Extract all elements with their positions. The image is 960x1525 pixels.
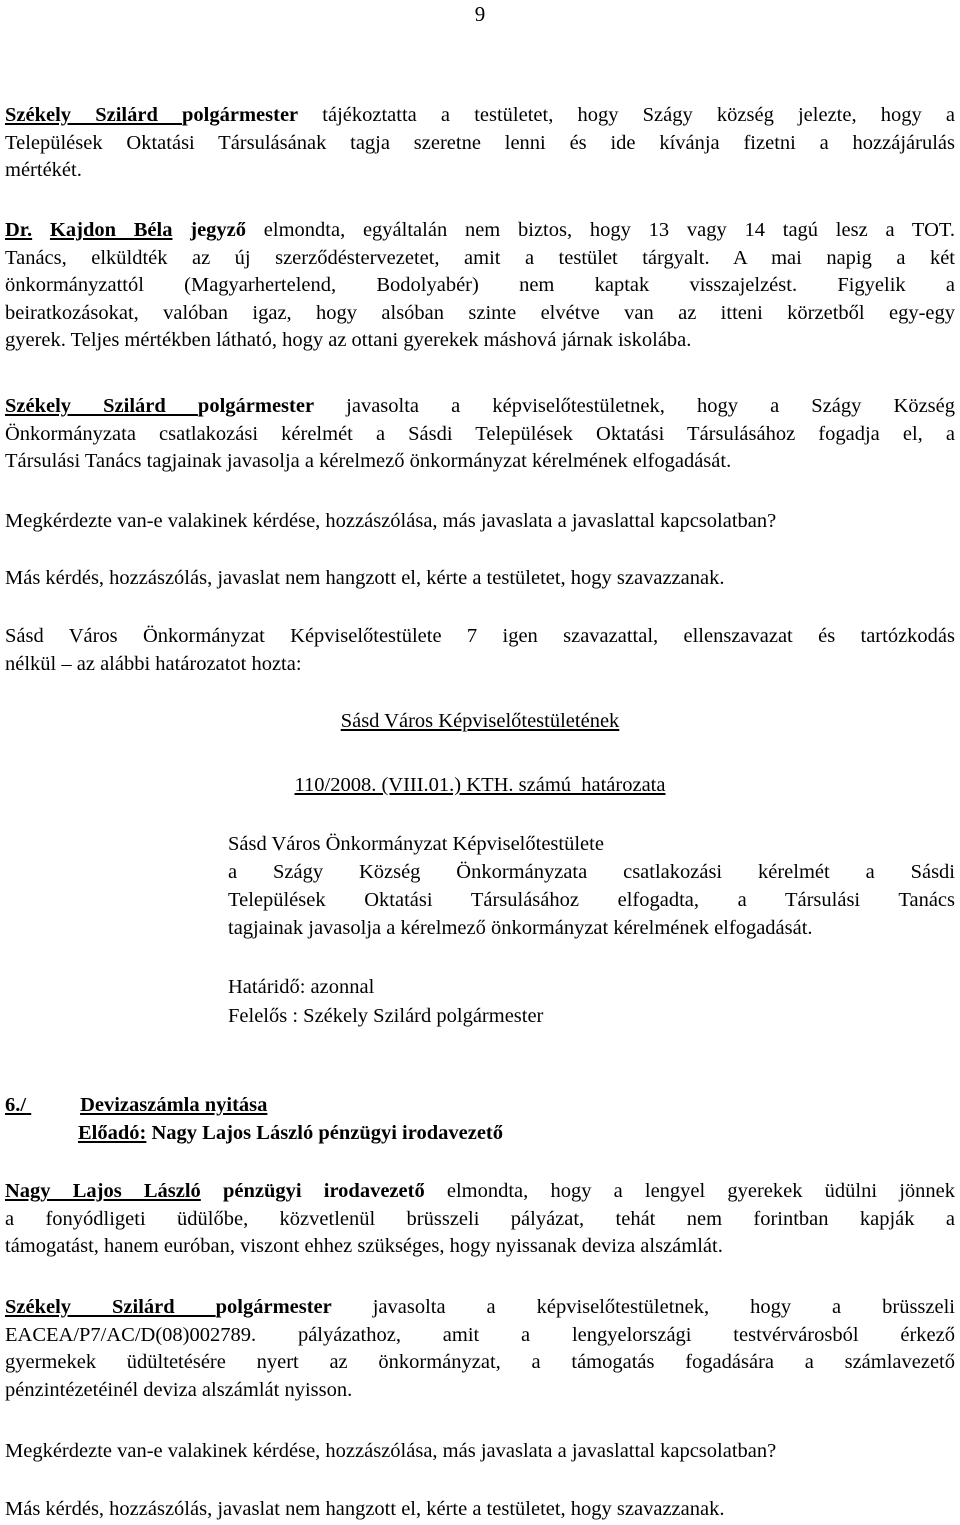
speaker-name: Nagy Lajos László [5, 1180, 201, 1202]
speaker-role: polgármester [215, 1296, 332, 1318]
paragraph-finance-statement [5, 1178, 955, 1261]
text-line: Sásd Város Önkormányzat Képviselőtestülete [228, 833, 604, 855]
paragraph-question-2 [5, 1438, 955, 1466]
speaker-role: polgármester [182, 104, 299, 126]
text-line: Más kérdés, hozzászólás, javaslat nem hangzott el, kérte a testületet, hogy szavazzanak. [5, 567, 725, 589]
text-line: tagjainak javasolja a kérelmező önkormányzat kérelmének elfogadását. [228, 917, 813, 939]
notary-role: jegyző [190, 219, 247, 241]
paragraph-question [5, 508, 955, 536]
paragraph-no-comments [5, 565, 955, 593]
text-line: pénzintézetéinél deviza alszámlát nyisson. [5, 1378, 353, 1401]
text-line: tájékoztatta a testületet, hogy Szágy község jelezte, hogy a [298, 104, 956, 126]
speaker-role: polgármester [197, 395, 315, 417]
text-line: gyerek. Teljes mértékben látható, hogy az ottani gyerekek máshová járnak iskolába. [5, 329, 692, 352]
text-line: Tanács, elküldték az új szerződéstervezetet, amit a testület tárgyalt. A mai napig a két [5, 246, 955, 269]
text-line: Megkérdezte van-e valakinek kérdése, hozzászólása, más javaslata a javaslattal kapcsolatban? [5, 510, 777, 532]
text-line: önkormányzattól (Magyarhertelend, Bodolyabér) nem kaptak visszajelzést. Figyelik a [5, 274, 955, 297]
text-line: elmondta, egyáltalán nem biztos, hogy 13 vagy 14 tagú lesz a TOT. [246, 219, 956, 241]
text-line: Más kérdés, hozzászólás, javaslat nem hangzott el, kérte a testületet, hogy szavazzanak. [5, 1498, 725, 1520]
text-line: támogatást, hanem euróban, viszont ehhez szükséges, hogy nyissanak deviza alszámlát. [5, 1235, 723, 1258]
text-line: gyermekek üdültetésére nyert az önkormányzat, a támogatás fogadására a számlavezető [5, 1351, 955, 1374]
resolution-body-title [0, 707, 960, 735]
text-line: mértékét. [5, 159, 82, 182]
text-line: Megkérdezte van-e valakinek kérdése, hozzászólása, más javaslata a javaslattal kapcsolatban? [5, 1440, 777, 1462]
text-line: elmondta, hogy a lengyel gyerekek üdülni jönnek [424, 1180, 956, 1202]
resolution-responsible [228, 1002, 955, 1030]
paragraph-mayor-proposal [5, 393, 955, 476]
text-line: a Szágy Község Önkormányzata csatlakozási kérelmét a Sásdi [228, 861, 955, 883]
section-number: 6./ [5, 1094, 27, 1116]
paragraph-mayor-account-proposal [5, 1294, 955, 1404]
text-line: javasolta a képviselőtestületnek, hogy a brüsszeli [331, 1296, 955, 1318]
paragraph-notary-statement [5, 217, 955, 355]
speaker-name: Székely Szilárd [5, 104, 183, 126]
page-number: 9 [474, 2, 486, 26]
resolution-body-title-text: Sásd Város Képviselőtestületének [340, 710, 620, 732]
paragraph-szagy-report [5, 102, 955, 185]
responsible-text: Felelős : Székely Szilárd polgármester [228, 1005, 544, 1027]
paragraph-vote-result [5, 623, 955, 678]
resolution-number-text: 110/2008. (VIII.01.) KTH. számú határozata [294, 774, 666, 796]
text-line: Társulási Tanács tagjainak javasolja a kérelmező önkormányzat kérelmének elfogadását. [5, 450, 732, 473]
deadline-text: Határidő: azonnal [228, 976, 375, 998]
notary-name: Kajdon Béla [49, 219, 173, 241]
text-line: Települések Oktatási Társulásának tagja szeretne lenni és ide kívánja fizetni a hozzájárulás [5, 131, 955, 154]
resolution-text [228, 830, 955, 942]
text-line: beiratkozásokat, valóban igaz, hogy alsóban szinte elvétve van az itteni körzetből egy-egy [5, 301, 955, 324]
title-dr: Dr. [5, 219, 33, 241]
text-line: a fonyódligeti üdülőbe, közvetlenül brüsszeli pályázat, tehát nem forintban kapják a [5, 1207, 955, 1230]
presenter-label: Előadó: [78, 1121, 147, 1144]
text-line: Önkormányzata csatlakozási kérelmét a Sásdi Települések Oktatási Társulásához fogadja el, a [5, 422, 955, 445]
section-gap [26, 1092, 80, 1120]
text-line: javasolta a képviselőtestületnek, hogy a Szágy Község [314, 395, 955, 417]
text-line: Települések Oktatási Társulásához elfogadta, a Társulási Tanács [228, 889, 955, 911]
section-title: Devizaszámla nyitása [80, 1094, 268, 1116]
text-line: nélkül – az alábbi határozatot hozta: [5, 652, 302, 675]
text-line: Sásd Város Önkormányzat Képviselőtestülete 7 igen szavazattal, ellenszavazat és tartózkodás [5, 625, 955, 647]
speaker-name: Székely Szilárd [5, 395, 198, 417]
resolution-number [0, 771, 960, 799]
paragraph-no-comments-2 [5, 1496, 955, 1524]
section-heading [5, 1092, 955, 1147]
resolution-deadline [228, 973, 955, 1001]
speaker-role: pénzügyi irodavezető [222, 1180, 425, 1202]
text-line: EACEA/P7/AC/D(08)002789. pályázathoz, amit a lengyelországi testvérvárosból érkező [5, 1323, 955, 1346]
speaker-name: Székely Szilárd [5, 1296, 216, 1318]
presenter-name: Nagy Lajos László pénzügyi irodavezető [146, 1121, 504, 1144]
